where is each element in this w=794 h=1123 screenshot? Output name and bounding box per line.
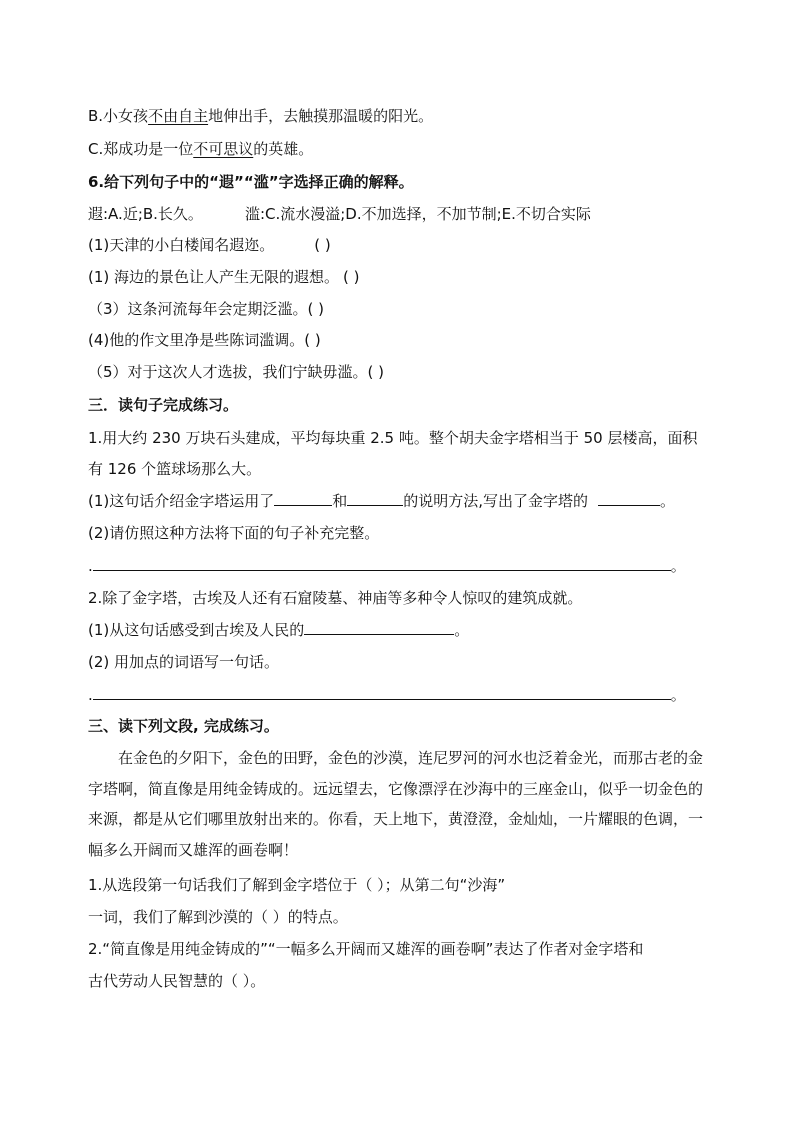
sec3-s2-q1-end: 。 [454,621,470,639]
sec3-answer-line [88,556,686,576]
option-b [88,106,433,126]
q6-item-text: (4)他的作文里净是些陈词滥调。 [88,331,305,349]
answer-line-end: 。 [670,557,686,575]
sec4-q1-line1: 1.从选段第一句话我们了解到金字塔位于（ ）；从第二句“沙海” [88,876,506,894]
q6-item [88,235,331,255]
answer-blank[interactable] [274,491,332,506]
q6-item-text: (1) 海边的景色让人产生无限的遐想。 [88,268,340,286]
option-b-suffix: 地伸出手，去触摸那温暖的阳光。 [208,107,434,125]
sec3-s2-q1 [88,620,469,640]
q6-item [88,362,384,382]
option-c-suffix: 的英雄。 [253,140,314,158]
sec3-q1-end: 。 [660,492,676,510]
answer-blank[interactable] [304,620,454,635]
sec4-q1-line2: 一词，我们了解到沙漠的（ ）的特点。 [88,908,348,926]
option-c-prefix: C.郑成功是一位 [88,140,194,158]
sec3-s2-q1-text: (1)从这句话感受到古埃及人民的 [88,621,305,639]
q6-item-text: （5）对于这次人才选拔，我们宁缺毋滥。 [88,363,368,381]
sec3-sentence1-line1: 1.用大约 230 万块石头建成，平均每块重 2.5 吨。整个胡夫金字塔相当于 50 层楼高，面积 [88,429,698,447]
q6-heading: 6.给下列句子中的“遐”“滥”字选择正确的解释。 [88,173,414,191]
option-c-underlined-word: 不可思议 [193,140,254,158]
q6-item-text: （3）这条河流每年会定期泛滥。 [88,300,308,318]
sec3-q2: (2)请仿照这种方法将下面的句子补充完整。 [88,524,380,542]
q6-item-bracket[interactable]: ( ) [307,300,325,318]
q6-item-bracket[interactable]: ( ) [314,236,331,254]
sec3-q1 [88,491,675,511]
q6-item-bracket[interactable]: ( ) [343,268,360,286]
sec4-heading: 三、读下列文段, 完成练习。 [88,717,279,735]
answer-line-lead: . [88,686,93,704]
answer-blank[interactable] [598,491,660,506]
option-c [88,139,313,159]
sec3-q1-part-b: 和 [332,492,348,510]
q6-item-bracket[interactable]: ( ) [304,331,321,349]
q6-item [88,330,321,350]
answer-line[interactable] [93,558,671,571]
q6-options-xia: 遐:A.近;B.长久。 [88,205,203,223]
q6-options-lan: 滥:C.流水漫溢;D.不加选择，不加节制;E.不切合实际 [244,205,591,223]
sec4-paragraph: 在金色的夕阳下，金色的田野，金色的沙漠，连尼罗河的河水也泛着金光，而那古老的金字塔啊，简直像是用纯金铸成的。远远望去，它像漂浮在沙海中的三座金山，似乎一切金色的来源，都是从它们哪里放射出来的。你看，天上地下，黄澄澄，金灿灿，一片耀眼的色调，一幅多么开阔而又雄浑的画卷啊！ [88,749,704,859]
sec4-q2-line2: 古代劳动人民智慧的（ ）。 [88,972,266,990]
sec3-sentence2: 2.除了金字塔，古埃及人还有石窟陵墓、神庙等多种令人惊叹的建筑成就。 [88,589,583,607]
sec3-answer-line-2 [88,685,686,705]
answer-blank[interactable] [347,491,403,506]
q6-item-bracket[interactable]: ( ) [367,363,385,381]
answer-line[interactable] [93,687,671,700]
sec3-s2-q2: (2) 用加点的词语写一句话。 [88,653,280,671]
sec3-q1-part-a: (1)这句话介绍金字塔运用了 [88,492,275,510]
answer-line-lead: . [88,557,93,575]
sec3-sentence1-line2: 有 126 个篮球场那么大。 [88,460,262,478]
option-b-underlined-word: 不由自主 [148,107,209,125]
answer-line-end: 。 [670,686,686,704]
q6-item-text: (1)天津的小白楼闻名遐迩。 [88,236,275,254]
q6-options [88,204,591,224]
q6-item [88,299,324,319]
option-b-prefix: B.小女孩 [88,107,149,125]
sec4-q2-line1: 2.“简直像是用纯金铸成的”“一幅多么开阔而又雄浑的画卷啊”表达了作者对金字塔和 [88,940,644,958]
q6-item [88,267,360,287]
sec3-heading: 三．读句子完成练习。 [88,396,239,414]
sec3-q1-part-c: 的说明方法,写出了金字塔的 [403,492,589,510]
